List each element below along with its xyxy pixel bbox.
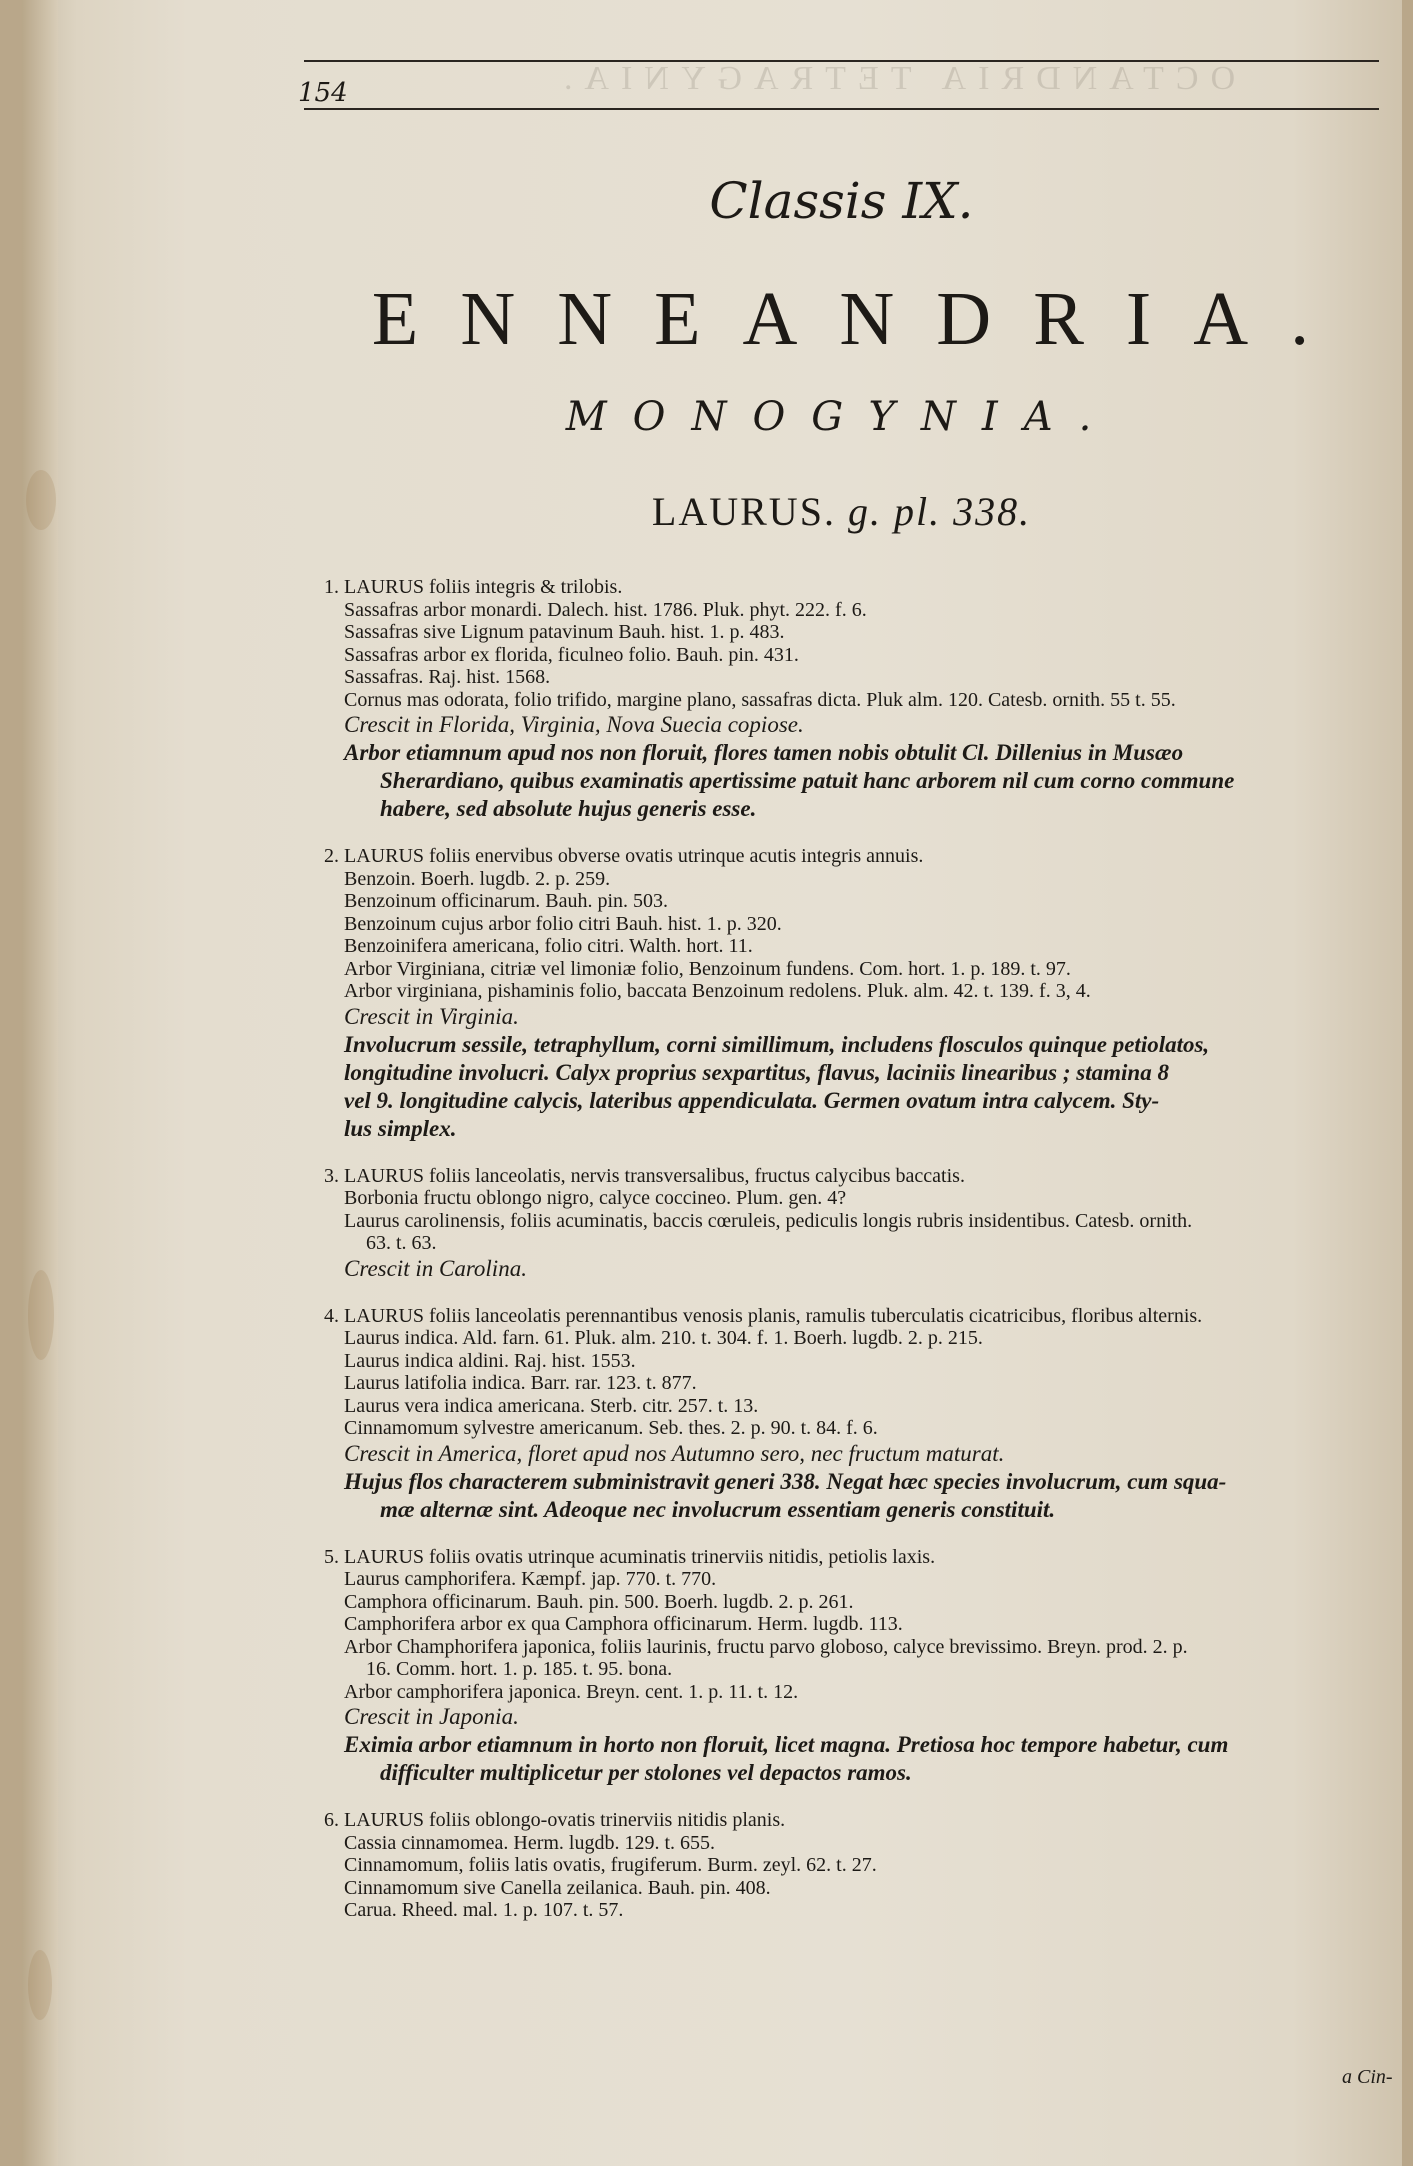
species-entry — [324, 1809, 1384, 1922]
genus-reference: g. pl. 338. — [847, 489, 1032, 534]
habitat-line: Crescit in Carolina. — [344, 1255, 527, 1281]
synonym-line: Camphora officinarum. Bauh. pin. 500. Boerh. lugdb. 2. p. 261. — [344, 1590, 854, 1613]
synonym-line: 63. t. 63. — [366, 1232, 437, 1254]
synonym-line: Benzoin. Boerh. lugdb. 2. p. 259. — [344, 867, 611, 890]
species-diagnosis: 2. LAURUS foliis enervibus obverse ovatis utrinque acutis integris annuis. — [324, 845, 924, 867]
habitat-line: Crescit in America, floret apud nos Autumno sero, nec fructum maturat. — [344, 1440, 1005, 1466]
paper-stain — [28, 1270, 54, 1360]
header-rule-top — [304, 60, 1379, 62]
species-entry — [324, 1305, 1384, 1524]
synonym-line: Sassafras arbor ex florida, ficulneo folio. Bauh. pin. 431. — [344, 643, 799, 666]
synonym-line: Sassafras sive Lignum patavinum Bauh. hist. 1. p. 483. — [344, 621, 785, 643]
note-line: vel 9. longitudine calycis, lateribus appendiculata. Germen ovatum intra calycem. Sty- — [344, 1087, 1160, 1113]
species-entry — [324, 576, 1384, 823]
genus-title — [304, 488, 1379, 535]
synonym-line: Cassia cinnamomea. Herm. lugdb. 129. t. 655. — [344, 1831, 716, 1854]
note-line: habere, sed absolute hujus generis esse. — [380, 796, 757, 821]
note-line: longitudine involucri. Calyx proprius sexpartitus, flavus, laciniis linearibus ; stamina 8 — [344, 1059, 1169, 1085]
synonym-line: Laurus vera indica americana. Sterb. citr. 257. t. 13. — [344, 1394, 759, 1417]
species-diagnosis: 4. LAURUS foliis lanceolatis perennantibus venosis planis, ramulis tuberculatis cicatricibus, floribus alternis. — [324, 1304, 1203, 1327]
page-number: 154 — [298, 78, 348, 108]
synonym-line: Laurus camphorifera. Kæmpf. jap. 770. t. 770. — [344, 1568, 717, 1590]
synonym-line: Borbonia fructu oblongo nigro, calyce coccineo. Plum. gen. 4? — [344, 1187, 847, 1209]
synonym-line: Arbor Virginiana, citriæ vel limoniæ folio, Benzoinum fundens. Com. hort. 1. p. 189. t. 97. — [344, 957, 1071, 980]
paper-stain — [26, 470, 56, 530]
species-list — [324, 576, 1384, 1944]
synonym-line: Laurus carolinensis, foliis acuminatis, baccis cœruleis, pediculis longis rubris insidentibus. Catesb. ornith. — [344, 1209, 1193, 1232]
habitat-line: Crescit in Virginia. — [344, 1003, 519, 1029]
catchword: a Cin- — [1342, 2066, 1393, 2088]
species-entry — [324, 845, 1384, 1143]
species-diagnosis: 5. LAURUS foliis ovatis utrinque acuminatis trinerviis nitidis, petiolis laxis. — [324, 1545, 936, 1568]
synonym-line: 16. Comm. hort. 1. p. 185. t. 95. bona. — [366, 1658, 673, 1680]
synonym-line: Benzoinifera americana, folio citri. Walth. hort. 11. — [344, 935, 753, 957]
synonym-line: Benzoinum cujus arbor folio citri Bauh. hist. 1. p. 320. — [344, 912, 782, 935]
note-line: lus simplex. — [344, 1115, 457, 1141]
header-rule-bottom — [304, 108, 1379, 110]
book-page — [22, 0, 1402, 2166]
species-diagnosis: 6. LAURUS foliis oblongo-ovatis trinerviis nitidis planis. — [324, 1809, 786, 1831]
species-diagnosis: 1. LAURUS foliis integris & trilobis. — [324, 576, 623, 598]
synonym-line: Benzoinum officinarum. Bauh. pin. 503. — [344, 890, 669, 912]
synonym-line: Carua. Rheed. mal. 1. p. 107. t. 57. — [344, 1899, 624, 1921]
synonym-line: Camphorifera arbor ex qua Camphora officinarum. Herm. lugdb. 113. — [344, 1613, 903, 1635]
habitat-line: Crescit in Japonia. — [344, 1704, 519, 1729]
habitat-line: Crescit in Florida, Virginia, Nova Suecia copiose. — [344, 712, 804, 737]
main-title: ENNEANDRIA. — [371, 277, 1352, 361]
synonym-line: Laurus indica aldini. Raj. hist. 1553. — [344, 1349, 636, 1372]
note-line: Hujus flos characterem subministravit generi 338. Negat hæc species involucrum, cum squa- — [344, 1468, 1227, 1494]
synonym-line: Arbor virginiana, pishaminis folio, baccata Benzoinum redolens. Pluk. alm. 42. t. 139. f. 3, 4. — [344, 980, 1091, 1002]
page-gutter — [22, 0, 58, 2166]
synonym-line: Cinnamomum sive Canella zeilanica. Bauh. pin. 408. — [344, 1876, 771, 1899]
note-line: Sherardiano, quibus examinatis apertissime patuit hanc arborem nil cum corno commune — [380, 768, 1235, 793]
synonym-line: Cinnamomum sylvestre americanum. Seb. thes. 2. p. 90. t. 84. f. 6. — [344, 1417, 878, 1439]
synonym-line: Cornus mas odorata, folio trifido, margine plano, sassafras dicta. Pluk alm. 120. Catesb. ornith. 55 t. 55. — [344, 688, 1176, 711]
order-title: MONOGYNIA. — [565, 394, 1118, 440]
paper-stain — [28, 1950, 52, 2020]
synonym-line: Arbor camphorifera japonica. Breyn. cent. 1. p. 11. t. 12. — [344, 1680, 799, 1703]
note-line: Eximia arbor etiamnum in horto non floruit, licet magna. Pretiosa hoc tempore habetur, cum — [344, 1732, 1229, 1757]
bleed-through-text: OCTANDRIA TETRAGYNIA. — [552, 60, 1236, 97]
synonym-line: Laurus indica. Ald. farn. 61. Pluk. alm. 210. t. 304. f. 1. Boerh. lugdb. 2. p. 215. — [344, 1327, 983, 1349]
species-diagnosis: 3. LAURUS foliis lanceolatis, nervis transversalibus, fructus calycibus baccatis. — [324, 1164, 965, 1187]
synonym-line: Cinnamomum, foliis latis ovatis, frugiferum. Burm. zeyl. 62. t. 27. — [344, 1854, 877, 1876]
note-line: difficulter multiplicetur per stolones vel depactos ramos. — [380, 1760, 912, 1785]
note-line: mæ alternæ sint. Adeoque nec involucrum essentiam generis constituit. — [380, 1496, 1056, 1522]
synonym-line: Sassafras arbor monardi. Dalech. hist. 1786. Pluk. phyt. 222. f. 6. — [344, 598, 867, 621]
synonym-line: Laurus latifolia indica. Barr. rar. 123. t. 877. — [344, 1372, 697, 1394]
note-line: Arbor etiamnum apud nos non floruit, flores tamen nobis obtulit Cl. Dillenius in Musæo — [344, 740, 1184, 765]
synonym-line: Sassafras. Raj. hist. 1568. — [344, 666, 551, 688]
species-entry — [324, 1546, 1384, 1788]
class-title: Classis IX. — [709, 172, 974, 230]
synonym-line: Arbor Champhorifera japonica, foliis laurinis, fructu parvo globoso, calyce brevissimo. Breyn. prod. 2. p. — [344, 1635, 1188, 1658]
note-line: Involucrum sessile, tetraphyllum, corni simillimum, includens flosculos quinque petiolatos, — [344, 1031, 1210, 1057]
species-entry — [324, 1165, 1384, 1283]
genus-name: LAURUS. — [651, 489, 836, 534]
